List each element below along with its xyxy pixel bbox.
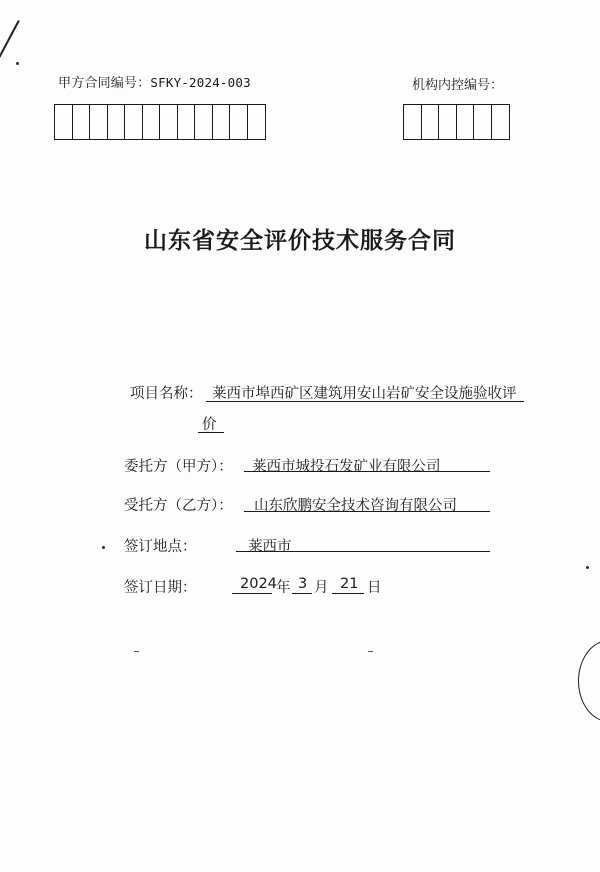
contract-number-boxes (54, 104, 266, 140)
signing-date-year-unit: 年 (276, 580, 291, 596)
internal-control-number-boxes (403, 104, 510, 140)
number-box (439, 105, 457, 139)
contractor-value: 山东欣鹏安全技术咨询有限公司 (254, 498, 457, 514)
project-name-line-1: 莱西市埠西矿区建筑用安山岩矿安全设施验收评 (212, 386, 517, 402)
internal-control-number-label: 机构内控编号： (412, 78, 504, 93)
signing-date-month-underline (292, 593, 312, 594)
number-box (422, 105, 440, 139)
project-name-underline (206, 401, 524, 402)
number-box (195, 105, 213, 139)
signing-date-label: 签订日期： (124, 580, 197, 596)
client-value: 莱西市城投石发矿业有限公司 (252, 459, 441, 475)
company-seal (578, 640, 600, 722)
number-box (474, 105, 492, 139)
signing-date-year-underline (232, 593, 272, 594)
number-box (230, 105, 248, 139)
number-box (492, 105, 510, 139)
client-label: 委托方（甲方）： (124, 459, 233, 475)
signing-place-value: 莱西市 (248, 539, 292, 555)
signing-place-label: 签订地点： (124, 539, 197, 555)
scan-speck (102, 546, 105, 549)
number-box (108, 105, 126, 139)
pen-mark (0, 20, 20, 60)
signing-place-underline (236, 551, 490, 552)
project-name-label: 项目名称： (130, 386, 203, 402)
contractor-underline (244, 511, 490, 512)
signing-date-day-underline (332, 593, 364, 594)
signing-date-year: 2024 (240, 576, 277, 592)
scan-speck (16, 62, 19, 65)
signing-date-month: 3 (298, 576, 308, 592)
party-a-contract-number-value: SFKY-2024-003 (150, 75, 251, 90)
contractor-label: 受托方（乙方）： (124, 498, 233, 514)
signing-date-day: 21 (340, 576, 359, 592)
number-box (213, 105, 231, 139)
number-box (404, 105, 422, 139)
number-box (248, 105, 266, 139)
number-box (125, 105, 143, 139)
scan-dash (134, 651, 139, 652)
project-name-line-2: 价 (202, 417, 217, 433)
number-box (178, 105, 196, 139)
party-a-contract-number (58, 72, 251, 91)
party-a-contract-number-label: 甲方合同编号： (58, 76, 151, 91)
number-box (55, 105, 73, 139)
number-box (73, 105, 91, 139)
client-underline (244, 471, 490, 472)
number-box (160, 105, 178, 139)
contract-title: 山东省安全评价技术服务合同 (144, 228, 456, 254)
signing-date-month-unit: 月 (314, 580, 329, 596)
signing-date-day-unit: 日 (367, 580, 382, 596)
number-box (90, 105, 108, 139)
project-name-underline-2 (198, 432, 224, 433)
scan-speck (586, 566, 589, 569)
scan-dash (368, 651, 373, 652)
number-box (457, 105, 475, 139)
number-box (143, 105, 161, 139)
